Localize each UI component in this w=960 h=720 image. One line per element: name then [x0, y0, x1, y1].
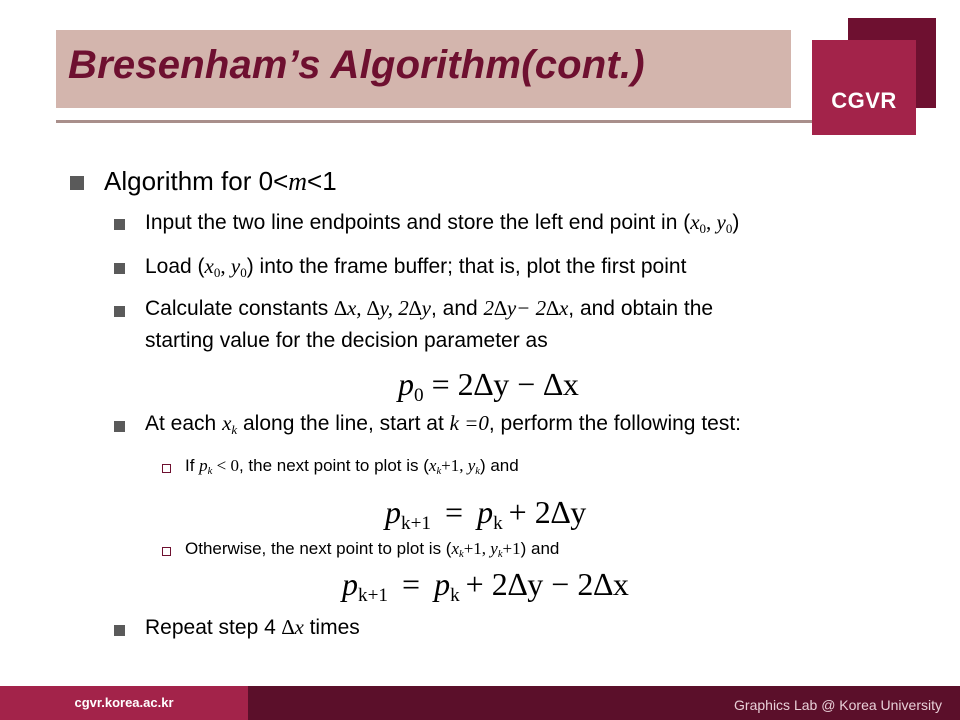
step3-pre: Calculate constants	[145, 297, 335, 320]
step1-comma: ,	[706, 210, 717, 234]
eq2-rest: + 2∆y	[508, 494, 587, 530]
case1-mid: , the next point to plot is (	[238, 456, 429, 475]
title-divider	[56, 120, 812, 123]
eq2-lhs: p	[385, 494, 401, 530]
case2-pre: Otherwise, the next point to plot is (	[185, 539, 452, 558]
equation-update-negative	[342, 566, 629, 607]
step-repeat	[145, 612, 360, 643]
step4-xk-sub: k	[231, 421, 238, 437]
step3-mid: , and	[430, 297, 484, 320]
footer-url: cgvr.korea.ac.kr	[74, 695, 174, 710]
step-decision-test	[145, 408, 741, 445]
eq2-p: p	[477, 494, 494, 530]
step1-text: Input the two line endpoints and store the left end point in (	[145, 211, 691, 234]
footer-lab: Graphics Lab @ Korea University	[734, 697, 942, 713]
case1-x: x	[428, 456, 437, 475]
step4-k0: k =0	[449, 411, 489, 435]
bullet-square-icon	[114, 263, 125, 274]
heading-pre: Algorithm for 0<	[104, 166, 289, 196]
case1-x-rest: +1,	[441, 456, 468, 475]
step3-post: , and obtain the	[568, 297, 714, 320]
case1-y: y	[467, 456, 476, 475]
case1-y-sub: k	[475, 466, 480, 478]
case1-pre: If	[185, 456, 200, 475]
case1-x-sub: k	[436, 466, 442, 478]
case1-p-sub: k	[207, 466, 213, 478]
bullet-square-icon	[114, 306, 125, 317]
equation-initial-decision	[398, 366, 579, 407]
bullet-square-icon	[70, 176, 84, 190]
step4-pre: At each	[145, 412, 223, 435]
eq3-p: p	[434, 566, 451, 602]
step2-y: y	[230, 254, 241, 278]
step4-xk: x	[222, 411, 232, 435]
step1-close: )	[732, 211, 740, 234]
step1-sub0: 0	[699, 220, 707, 236]
eq3-lhs-sub: k+1	[358, 584, 389, 606]
step2-sub0: 0	[213, 264, 221, 280]
algorithm-heading	[104, 166, 337, 197]
eq3-lhs: p	[342, 566, 358, 602]
eq3-rest: + 2∆y − 2∆x	[465, 566, 629, 602]
step3-constant-diff: 2∆y− 2∆x	[483, 296, 569, 320]
step2-comma: ,	[220, 254, 231, 278]
step3-constants: ∆x, ∆y, 2∆y	[334, 296, 431, 320]
eq1-lhs: p	[398, 366, 414, 402]
step5-dx: ∆x	[281, 615, 304, 639]
step2-pre: Load (	[145, 255, 205, 278]
bullet-square-icon	[114, 625, 125, 636]
case1-p: p	[199, 456, 208, 475]
equation-update-positive	[385, 494, 586, 535]
heading-var: m	[288, 167, 308, 196]
step-input-endpoints	[145, 207, 739, 244]
hollow-square-bullet-icon	[162, 464, 171, 473]
case2-x: x	[451, 539, 460, 558]
step3-line2: starting value for the decision parameter as	[145, 329, 548, 352]
case2-x-sub: k	[459, 549, 464, 561]
step1-y: y	[716, 210, 726, 234]
eq2-equals: =	[445, 494, 464, 530]
eq1-lhs-sub: 0	[414, 384, 424, 406]
case-negative-decision	[185, 456, 519, 477]
slide-title: Bresenham’s Algorithm(cont.)	[68, 43, 645, 87]
case2-y-sub: k	[497, 549, 503, 561]
step-calculate-constants	[145, 293, 713, 324]
step5-post: times	[303, 616, 360, 639]
step5-pre: Repeat step 4	[145, 616, 282, 639]
case1-post: ) and	[479, 456, 519, 475]
bullet-square-icon	[114, 219, 125, 230]
case2-post: ) and	[520, 539, 560, 558]
cgvr-logo: CGVR	[831, 88, 897, 113]
eq2-lhs-sub: k+1	[401, 512, 432, 534]
bullet-square-icon	[114, 421, 125, 432]
step-load-first-point	[145, 251, 686, 288]
eq3-p-sub: k	[450, 584, 460, 606]
step2-x: x	[204, 254, 214, 278]
step2-post: ) into the frame buffer; that is, plot the first point	[246, 255, 687, 278]
heading-post: <1	[307, 166, 337, 196]
step1-sub1: 0	[725, 220, 733, 236]
hollow-square-bullet-icon	[162, 547, 171, 556]
step4-post: , perform the following test:	[488, 412, 742, 435]
step4-mid: along the line, start at	[237, 412, 450, 435]
case1-cond: < 0	[212, 456, 239, 475]
case-otherwise	[185, 539, 559, 560]
case2-y: y	[490, 539, 498, 558]
case2-y-rest: +1	[502, 539, 521, 558]
eq1-rhs: = 2∆y − ∆x	[431, 366, 579, 402]
step2-sub1: 0	[240, 264, 247, 280]
step1-x: x	[690, 210, 700, 234]
eq2-p-sub: k	[493, 512, 503, 534]
case2-x-rest: +1,	[463, 539, 491, 558]
eq3-equals: =	[402, 566, 421, 602]
